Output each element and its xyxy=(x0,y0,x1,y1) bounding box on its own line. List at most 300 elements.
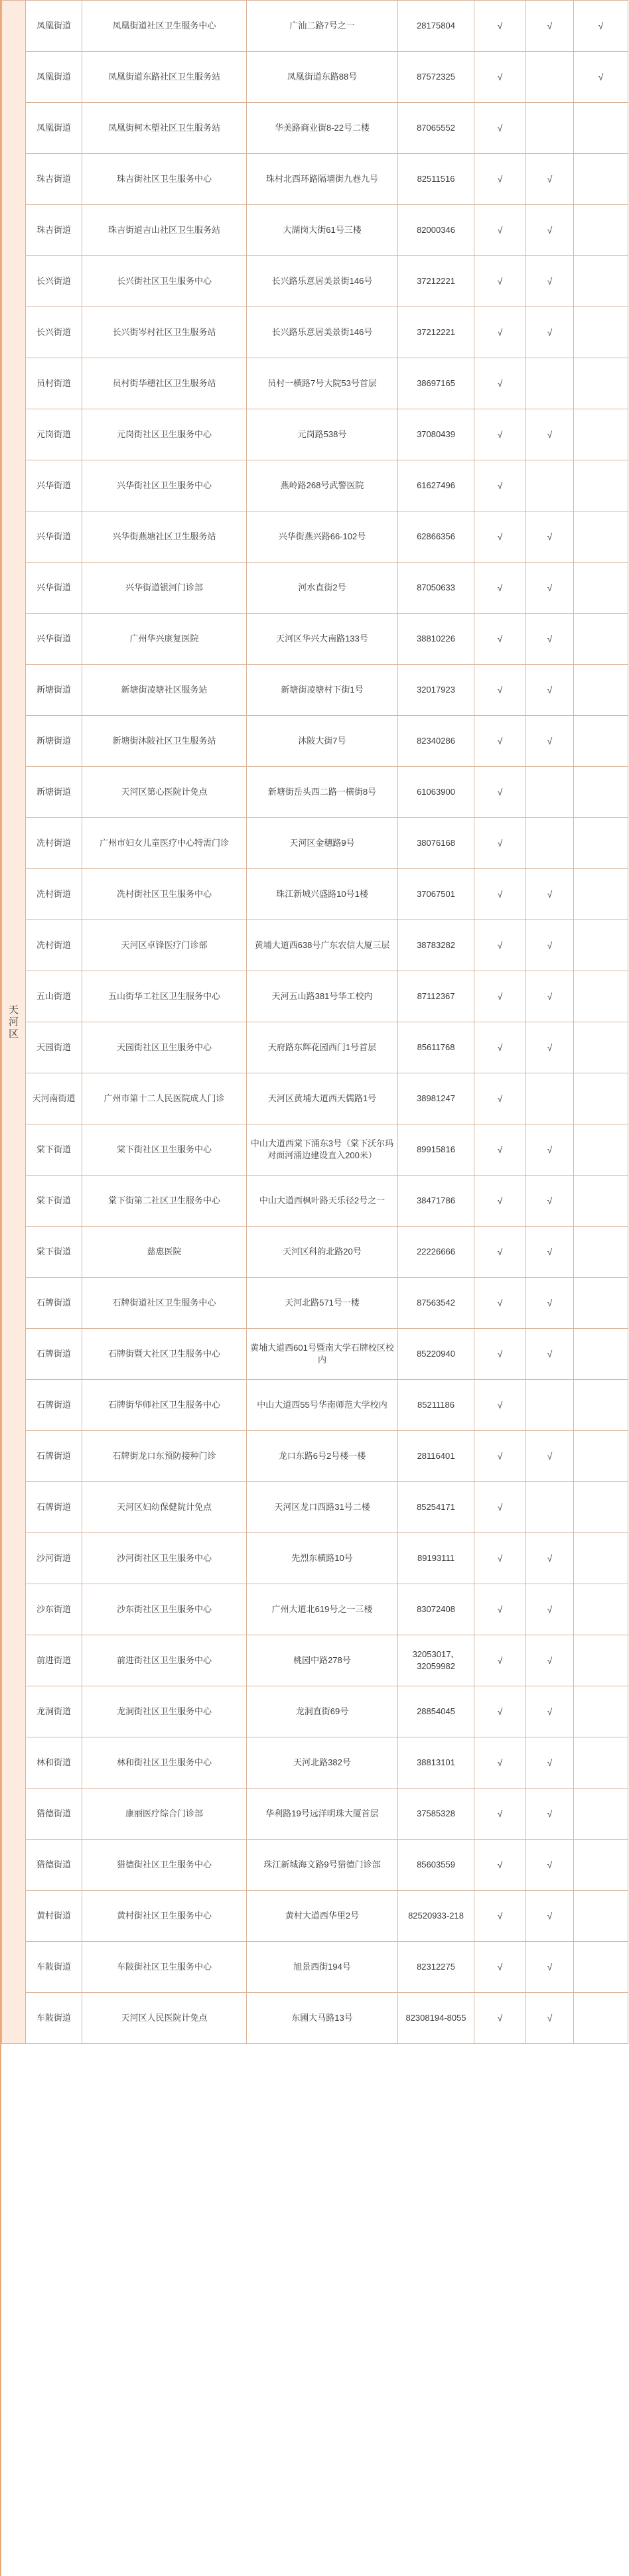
street-cell: 珠吉街道 xyxy=(26,205,82,256)
table-row xyxy=(2,1942,628,1993)
address-cell: 新塘街凌塘村下街1号 xyxy=(247,665,398,716)
service-3-check xyxy=(574,767,628,818)
table-row xyxy=(2,1278,628,1329)
service-3-check xyxy=(574,1482,628,1533)
service-3-check xyxy=(574,1124,628,1176)
phone-cell: 62866356 xyxy=(398,511,474,563)
service-3-check xyxy=(574,1022,628,1073)
phone-cell: 83072408 xyxy=(398,1584,474,1635)
phone-cell: 32017923 xyxy=(398,665,474,716)
street-cell: 新塘街道 xyxy=(26,767,82,818)
facility-name-cell: 珠吉街道吉山社区卫生服务站 xyxy=(82,205,247,256)
service-3-check xyxy=(574,1635,628,1686)
address-cell: 中山大道西枫叶路天乐径2号之一 xyxy=(247,1176,398,1227)
phone-cell: 38981247 xyxy=(398,1073,474,1124)
facility-name-cell: 天河区妇幼保健院计免点 xyxy=(82,1482,247,1533)
service-2-check: √ xyxy=(526,1737,574,1789)
table-row xyxy=(2,460,628,511)
address-cell: 河水直街2号 xyxy=(247,563,398,614)
facility-name-cell: 新塘街凌塘社区服务站 xyxy=(82,665,247,716)
table-row xyxy=(2,52,628,103)
table-row xyxy=(2,1737,628,1789)
phone-cell: 87112367 xyxy=(398,971,474,1022)
facility-name-cell: 棠下街社区卫生服务中心 xyxy=(82,1124,247,1176)
service-2-check xyxy=(526,103,574,154)
phone-cell: 82000346 xyxy=(398,205,474,256)
service-2-check xyxy=(526,1482,574,1533)
facility-name-cell: 林和街社区卫生服务中心 xyxy=(82,1737,247,1789)
facility-name-cell: 石牌街龙口东预防接种门诊 xyxy=(82,1431,247,1482)
table-row xyxy=(2,665,628,716)
service-1-check: √ xyxy=(474,1789,526,1840)
street-cell: 员村街道 xyxy=(26,358,82,409)
table-row xyxy=(2,256,628,307)
service-3-check xyxy=(574,1227,628,1278)
service-3-check xyxy=(574,716,628,767)
service-2-check: √ xyxy=(526,1686,574,1737)
facility-name-cell: 黄村街社区卫生服务中心 xyxy=(82,1891,247,1942)
service-2-check xyxy=(526,818,574,869)
service-2-check: √ xyxy=(526,1022,574,1073)
service-3-check xyxy=(574,1942,628,1993)
table-row xyxy=(2,205,628,256)
service-2-check: √ xyxy=(526,1431,574,1482)
street-cell: 五山街道 xyxy=(26,971,82,1022)
service-2-check: √ xyxy=(526,1993,574,2044)
phone-cell: 82520933-218 xyxy=(398,1891,474,1942)
facility-name-cell: 元岗街社区卫生服务中心 xyxy=(82,409,247,460)
facility-name-cell: 棠下街第二社区卫生服务中心 xyxy=(82,1176,247,1227)
phone-cell: 28116401 xyxy=(398,1431,474,1482)
phone-cell: 38813101 xyxy=(398,1737,474,1789)
service-3-check xyxy=(574,920,628,971)
facility-name-cell: 石牌街华师社区卫生服务中心 xyxy=(82,1380,247,1431)
phone-cell: 37212221 xyxy=(398,307,474,358)
table-row xyxy=(2,1840,628,1891)
facility-name-cell: 慈惠医院 xyxy=(82,1227,247,1278)
address-cell: 龙口东路6号2号楼一楼 xyxy=(247,1431,398,1482)
address-cell: 广汕二路7号之一 xyxy=(247,1,398,52)
service-2-check: √ xyxy=(526,409,574,460)
street-cell: 元岗街道 xyxy=(26,409,82,460)
service-1-check: √ xyxy=(474,665,526,716)
table-row xyxy=(2,614,628,665)
street-cell: 冼村街道 xyxy=(26,818,82,869)
phone-cell: 38471786 xyxy=(398,1176,474,1227)
address-cell: 中山大道西55号华南师范大学校内 xyxy=(247,1380,398,1431)
service-2-check: √ xyxy=(526,1789,574,1840)
street-cell: 石牌街道 xyxy=(26,1431,82,1482)
address-cell: 天府路东辉花园西门1号首层 xyxy=(247,1022,398,1073)
service-3-check: √ xyxy=(574,52,628,103)
service-2-check xyxy=(526,52,574,103)
address-cell: 新塘街岳头西二路一横街8号 xyxy=(247,767,398,818)
address-cell: 天河北路571号一楼 xyxy=(247,1278,398,1329)
service-2-check: √ xyxy=(526,716,574,767)
service-2-check: √ xyxy=(526,1,574,52)
street-cell: 兴华街道 xyxy=(26,614,82,665)
service-2-check: √ xyxy=(526,1533,574,1584)
service-2-check: √ xyxy=(526,1635,574,1686)
street-cell: 石牌街道 xyxy=(26,1380,82,1431)
service-1-check: √ xyxy=(474,1942,526,1993)
facility-name-cell: 凤凰街柯木塱社区卫生服务站 xyxy=(82,103,247,154)
facility-name-cell: 新塘街沐陂社区卫生服务站 xyxy=(82,716,247,767)
address-cell: 桃园中路278号 xyxy=(247,1635,398,1686)
service-2-check: √ xyxy=(526,563,574,614)
facility-name-cell: 猎德街社区卫生服务中心 xyxy=(82,1840,247,1891)
service-3-check xyxy=(574,971,628,1022)
phone-cell: 82308194-8055 xyxy=(398,1993,474,2044)
phone-cell: 61627496 xyxy=(398,460,474,511)
facility-name-cell: 沙河街社区卫生服务中心 xyxy=(82,1533,247,1584)
service-1-check: √ xyxy=(474,1533,526,1584)
address-cell: 珠村北西环路隔墙街九巷九号 xyxy=(247,154,398,205)
table-row xyxy=(2,1686,628,1737)
service-1-check: √ xyxy=(474,1584,526,1635)
service-3-check xyxy=(574,1789,628,1840)
service-2-check: √ xyxy=(526,205,574,256)
service-3-check xyxy=(574,1380,628,1431)
address-cell: 长兴路乐意居美景街146号 xyxy=(247,256,398,307)
street-cell: 长兴街道 xyxy=(26,307,82,358)
table-row xyxy=(2,1022,628,1073)
facility-name-cell: 天园街社区卫生服务中心 xyxy=(82,1022,247,1073)
table-row xyxy=(2,971,628,1022)
address-cell: 天河五山路381号华工校内 xyxy=(247,971,398,1022)
table-row xyxy=(2,1533,628,1584)
service-1-check: √ xyxy=(474,1022,526,1073)
street-cell: 新塘街道 xyxy=(26,665,82,716)
service-3-check xyxy=(574,1737,628,1789)
service-3-check xyxy=(574,1176,628,1227)
table-row xyxy=(2,511,628,563)
facility-name-cell: 车陂街社区卫生服务中心 xyxy=(82,1942,247,1993)
address-cell: 凤凰街道东路88号 xyxy=(247,52,398,103)
table-row xyxy=(2,1789,628,1840)
table-row xyxy=(2,920,628,971)
address-cell: 珠江新城兴盛路10号1楼 xyxy=(247,869,398,920)
street-cell: 天河南街道 xyxy=(26,1073,82,1124)
address-cell: 沐陂大街7号 xyxy=(247,716,398,767)
address-cell: 华美路商业街8-22号二楼 xyxy=(247,103,398,154)
service-1-check: √ xyxy=(474,205,526,256)
service-2-check: √ xyxy=(526,614,574,665)
street-cell: 棠下街道 xyxy=(26,1124,82,1176)
facility-name-cell: 石牌街暨大社区卫生服务中心 xyxy=(82,1329,247,1380)
facility-name-cell: 兴华街燕塘社区卫生服务站 xyxy=(82,511,247,563)
service-1-check: √ xyxy=(474,1278,526,1329)
service-3-check xyxy=(574,460,628,511)
phone-cell: 87563542 xyxy=(398,1278,474,1329)
service-2-check xyxy=(526,1380,574,1431)
street-cell: 冼村街道 xyxy=(26,920,82,971)
facility-name-cell: 广州市妇女儿童医疗中心特需门诊 xyxy=(82,818,247,869)
table-row xyxy=(2,1,628,52)
service-3-check xyxy=(574,1993,628,2044)
street-cell: 兴华街道 xyxy=(26,511,82,563)
table-row xyxy=(2,1993,628,2044)
address-cell: 旭景西街194号 xyxy=(247,1942,398,1993)
service-2-check: √ xyxy=(526,920,574,971)
phone-cell: 82340286 xyxy=(398,716,474,767)
service-1-check: √ xyxy=(474,1,526,52)
street-cell: 兴华街道 xyxy=(26,460,82,511)
address-cell: 天河区金穗路9号 xyxy=(247,818,398,869)
service-1-check: √ xyxy=(474,460,526,511)
table-row xyxy=(2,818,628,869)
table-row xyxy=(2,869,628,920)
address-cell: 珠江新城海文路9号猎德门诊部 xyxy=(247,1840,398,1891)
service-2-check: √ xyxy=(526,1584,574,1635)
street-cell: 棠下街道 xyxy=(26,1176,82,1227)
address-cell: 黄村大道西华里2号 xyxy=(247,1891,398,1942)
facility-name-cell: 兴华街道银河门诊部 xyxy=(82,563,247,614)
clinic-table xyxy=(1,0,628,2044)
service-2-check: √ xyxy=(526,1329,574,1380)
phone-cell: 85611768 xyxy=(398,1022,474,1073)
service-2-check: √ xyxy=(526,971,574,1022)
service-2-check: √ xyxy=(526,1891,574,1942)
street-cell: 冼村街道 xyxy=(26,869,82,920)
service-1-check: √ xyxy=(474,920,526,971)
service-1-check: √ xyxy=(474,511,526,563)
service-2-check: √ xyxy=(526,511,574,563)
service-1-check: √ xyxy=(474,103,526,154)
service-3-check xyxy=(574,1278,628,1329)
service-2-check xyxy=(526,1073,574,1124)
address-cell: 天河区科韵北路20号 xyxy=(247,1227,398,1278)
address-cell: 员村一横路7号大院53号首层 xyxy=(247,358,398,409)
service-1-check: √ xyxy=(474,1227,526,1278)
service-2-check: √ xyxy=(526,1942,574,1993)
phone-cell: 82312275 xyxy=(398,1942,474,1993)
table-row xyxy=(2,307,628,358)
service-1-check: √ xyxy=(474,256,526,307)
service-3-check: √ xyxy=(574,1,628,52)
facility-name-cell: 天河区人民医院计免点 xyxy=(82,1993,247,2044)
service-3-check xyxy=(574,614,628,665)
address-cell: 天河北路382号 xyxy=(247,1737,398,1789)
service-1-check: √ xyxy=(474,971,526,1022)
service-2-check: √ xyxy=(526,1840,574,1891)
service-3-check xyxy=(574,665,628,716)
service-3-check xyxy=(574,818,628,869)
address-cell: 华利路19号远洋明珠大厦首层 xyxy=(247,1789,398,1840)
street-cell: 猎德街道 xyxy=(26,1840,82,1891)
service-1-check: √ xyxy=(474,614,526,665)
street-cell: 石牌街道 xyxy=(26,1329,82,1380)
service-2-check: √ xyxy=(526,1124,574,1176)
phone-cell: 87065552 xyxy=(398,103,474,154)
service-3-check xyxy=(574,358,628,409)
phone-cell: 82511516 xyxy=(398,154,474,205)
facility-name-cell: 凤凰街道社区卫生服务中心 xyxy=(82,1,247,52)
phone-cell: 87572325 xyxy=(398,52,474,103)
street-cell: 前进街道 xyxy=(26,1635,82,1686)
street-cell: 石牌街道 xyxy=(26,1278,82,1329)
service-3-check xyxy=(574,1584,628,1635)
phone-cell: 89193111 xyxy=(398,1533,474,1584)
service-1-check: √ xyxy=(474,1431,526,1482)
service-3-check xyxy=(574,1329,628,1380)
service-3-check xyxy=(574,1840,628,1891)
phone-cell: 85220940 xyxy=(398,1329,474,1380)
service-1-check: √ xyxy=(474,1737,526,1789)
street-cell: 长兴街道 xyxy=(26,256,82,307)
table-row xyxy=(2,716,628,767)
facility-name-cell: 天河区第心医院计免点 xyxy=(82,767,247,818)
service-1-check: √ xyxy=(474,1993,526,2044)
phone-cell: 28854045 xyxy=(398,1686,474,1737)
address-cell: 广州大道北619号之一三楼 xyxy=(247,1584,398,1635)
street-cell: 凤凰街道 xyxy=(26,103,82,154)
street-cell: 凤凰街道 xyxy=(26,1,82,52)
phone-cell: 89915816 xyxy=(398,1124,474,1176)
table-row xyxy=(2,767,628,818)
service-1-check: √ xyxy=(474,716,526,767)
clinic-table-body xyxy=(2,1,628,2044)
service-3-check xyxy=(574,869,628,920)
service-2-check xyxy=(526,358,574,409)
table-row xyxy=(2,358,628,409)
service-3-check xyxy=(574,1533,628,1584)
phone-cell: 37067501 xyxy=(398,869,474,920)
service-1-check: √ xyxy=(474,767,526,818)
service-2-check: √ xyxy=(526,869,574,920)
facility-name-cell: 龙洞街社区卫生服务中心 xyxy=(82,1686,247,1737)
service-2-check: √ xyxy=(526,307,574,358)
address-cell: 燕岭路268号武警医院 xyxy=(247,460,398,511)
table-row xyxy=(2,1482,628,1533)
street-cell: 新塘街道 xyxy=(26,716,82,767)
address-cell: 龙洞直街69号 xyxy=(247,1686,398,1737)
service-1-check: √ xyxy=(474,818,526,869)
table-row xyxy=(2,1431,628,1482)
phone-cell: 85211186 xyxy=(398,1380,474,1431)
phone-cell: 28175804 xyxy=(398,1,474,52)
service-1-check: √ xyxy=(474,1124,526,1176)
table-row xyxy=(2,1124,628,1176)
table-row xyxy=(2,1891,628,1942)
table-row xyxy=(2,1380,628,1431)
service-3-check xyxy=(574,256,628,307)
service-1-check: √ xyxy=(474,1891,526,1942)
service-1-check: √ xyxy=(474,409,526,460)
street-cell: 沙河街道 xyxy=(26,1533,82,1584)
service-3-check xyxy=(574,1073,628,1124)
service-1-check: √ xyxy=(474,1073,526,1124)
facility-name-cell: 长兴街社区卫生服务中心 xyxy=(82,256,247,307)
phone-cell: 38783282 xyxy=(398,920,474,971)
facility-name-cell: 五山街华工社区卫生服务中心 xyxy=(82,971,247,1022)
service-3-check xyxy=(574,103,628,154)
service-2-check: √ xyxy=(526,665,574,716)
address-cell: 长兴路乐意居美景街146号 xyxy=(247,307,398,358)
service-1-check: √ xyxy=(474,52,526,103)
address-cell: 天河区黄埔大道西天儒路1号 xyxy=(247,1073,398,1124)
address-cell: 元岗路538号 xyxy=(247,409,398,460)
address-cell: 东圃大马路13号 xyxy=(247,1993,398,2044)
street-cell: 石牌街道 xyxy=(26,1482,82,1533)
street-cell: 兴华街道 xyxy=(26,563,82,614)
service-2-check: √ xyxy=(526,154,574,205)
phone-cell: 85603559 xyxy=(398,1840,474,1891)
facility-name-cell: 珠吉街社区卫生服务中心 xyxy=(82,154,247,205)
service-2-check xyxy=(526,460,574,511)
table-row xyxy=(2,1635,628,1686)
facility-name-cell: 员村街华穗社区卫生服务站 xyxy=(82,358,247,409)
facility-name-cell: 石牌街道社区卫生服务中心 xyxy=(82,1278,247,1329)
service-3-check xyxy=(574,205,628,256)
service-3-check xyxy=(574,1431,628,1482)
table-row xyxy=(2,1329,628,1380)
service-2-check: √ xyxy=(526,1227,574,1278)
table-row xyxy=(2,154,628,205)
table-row xyxy=(2,409,628,460)
phone-cell: 61063900 xyxy=(398,767,474,818)
facility-name-cell: 广州市第十二人民医院成人门诊 xyxy=(82,1073,247,1124)
service-3-check xyxy=(574,154,628,205)
service-1-check: √ xyxy=(474,358,526,409)
street-cell: 龙洞街道 xyxy=(26,1686,82,1737)
phone-cell: 37080439 xyxy=(398,409,474,460)
service-3-check xyxy=(574,563,628,614)
service-1-check: √ xyxy=(474,1635,526,1686)
service-3-check xyxy=(574,307,628,358)
address-cell: 大湖岗大街61号三楼 xyxy=(247,205,398,256)
service-1-check: √ xyxy=(474,1176,526,1227)
street-cell: 天园街道 xyxy=(26,1022,82,1073)
table-row xyxy=(2,1176,628,1227)
service-1-check: √ xyxy=(474,1329,526,1380)
facility-name-cell: 长兴街岑村社区卫生服务站 xyxy=(82,307,247,358)
street-cell: 车陂街道 xyxy=(26,1993,82,2044)
service-1-check: √ xyxy=(474,1840,526,1891)
address-cell: 黄埔大道西601号暨南大学石牌校区校内 xyxy=(247,1329,398,1380)
phone-cell: 38076168 xyxy=(398,818,474,869)
phone-cell: 38697165 xyxy=(398,358,474,409)
service-1-check: √ xyxy=(474,1380,526,1431)
address-cell: 天河区龙口西路31号二楼 xyxy=(247,1482,398,1533)
phone-cell: 37585328 xyxy=(398,1789,474,1840)
service-2-check: √ xyxy=(526,1176,574,1227)
service-2-check: √ xyxy=(526,256,574,307)
facility-name-cell: 冼村街社区卫生服务中心 xyxy=(82,869,247,920)
service-3-check xyxy=(574,1686,628,1737)
service-1-check: √ xyxy=(474,869,526,920)
street-cell: 黄村街道 xyxy=(26,1891,82,1942)
address-cell: 兴华街燕兴路66-102号 xyxy=(247,511,398,563)
address-cell: 黄埔大道西638号广东农信大厦三层 xyxy=(247,920,398,971)
district-cell: 天河区 xyxy=(2,1,26,2044)
service-3-check xyxy=(574,511,628,563)
street-cell: 凤凰街道 xyxy=(26,52,82,103)
street-cell: 珠吉街道 xyxy=(26,154,82,205)
table-row xyxy=(2,563,628,614)
phone-cell: 85254171 xyxy=(398,1482,474,1533)
service-1-check: √ xyxy=(474,1686,526,1737)
service-1-check: √ xyxy=(474,307,526,358)
service-2-check: √ xyxy=(526,1278,574,1329)
facility-name-cell: 康丽医疗综合门诊部 xyxy=(82,1789,247,1840)
phone-cell: 37212221 xyxy=(398,256,474,307)
facility-name-cell: 前进街社区卫生服务中心 xyxy=(82,1635,247,1686)
facility-name-cell: 广州华兴康复医院 xyxy=(82,614,247,665)
street-cell: 猎德街道 xyxy=(26,1789,82,1840)
phone-cell: 38810226 xyxy=(398,614,474,665)
street-cell: 沙东街道 xyxy=(26,1584,82,1635)
